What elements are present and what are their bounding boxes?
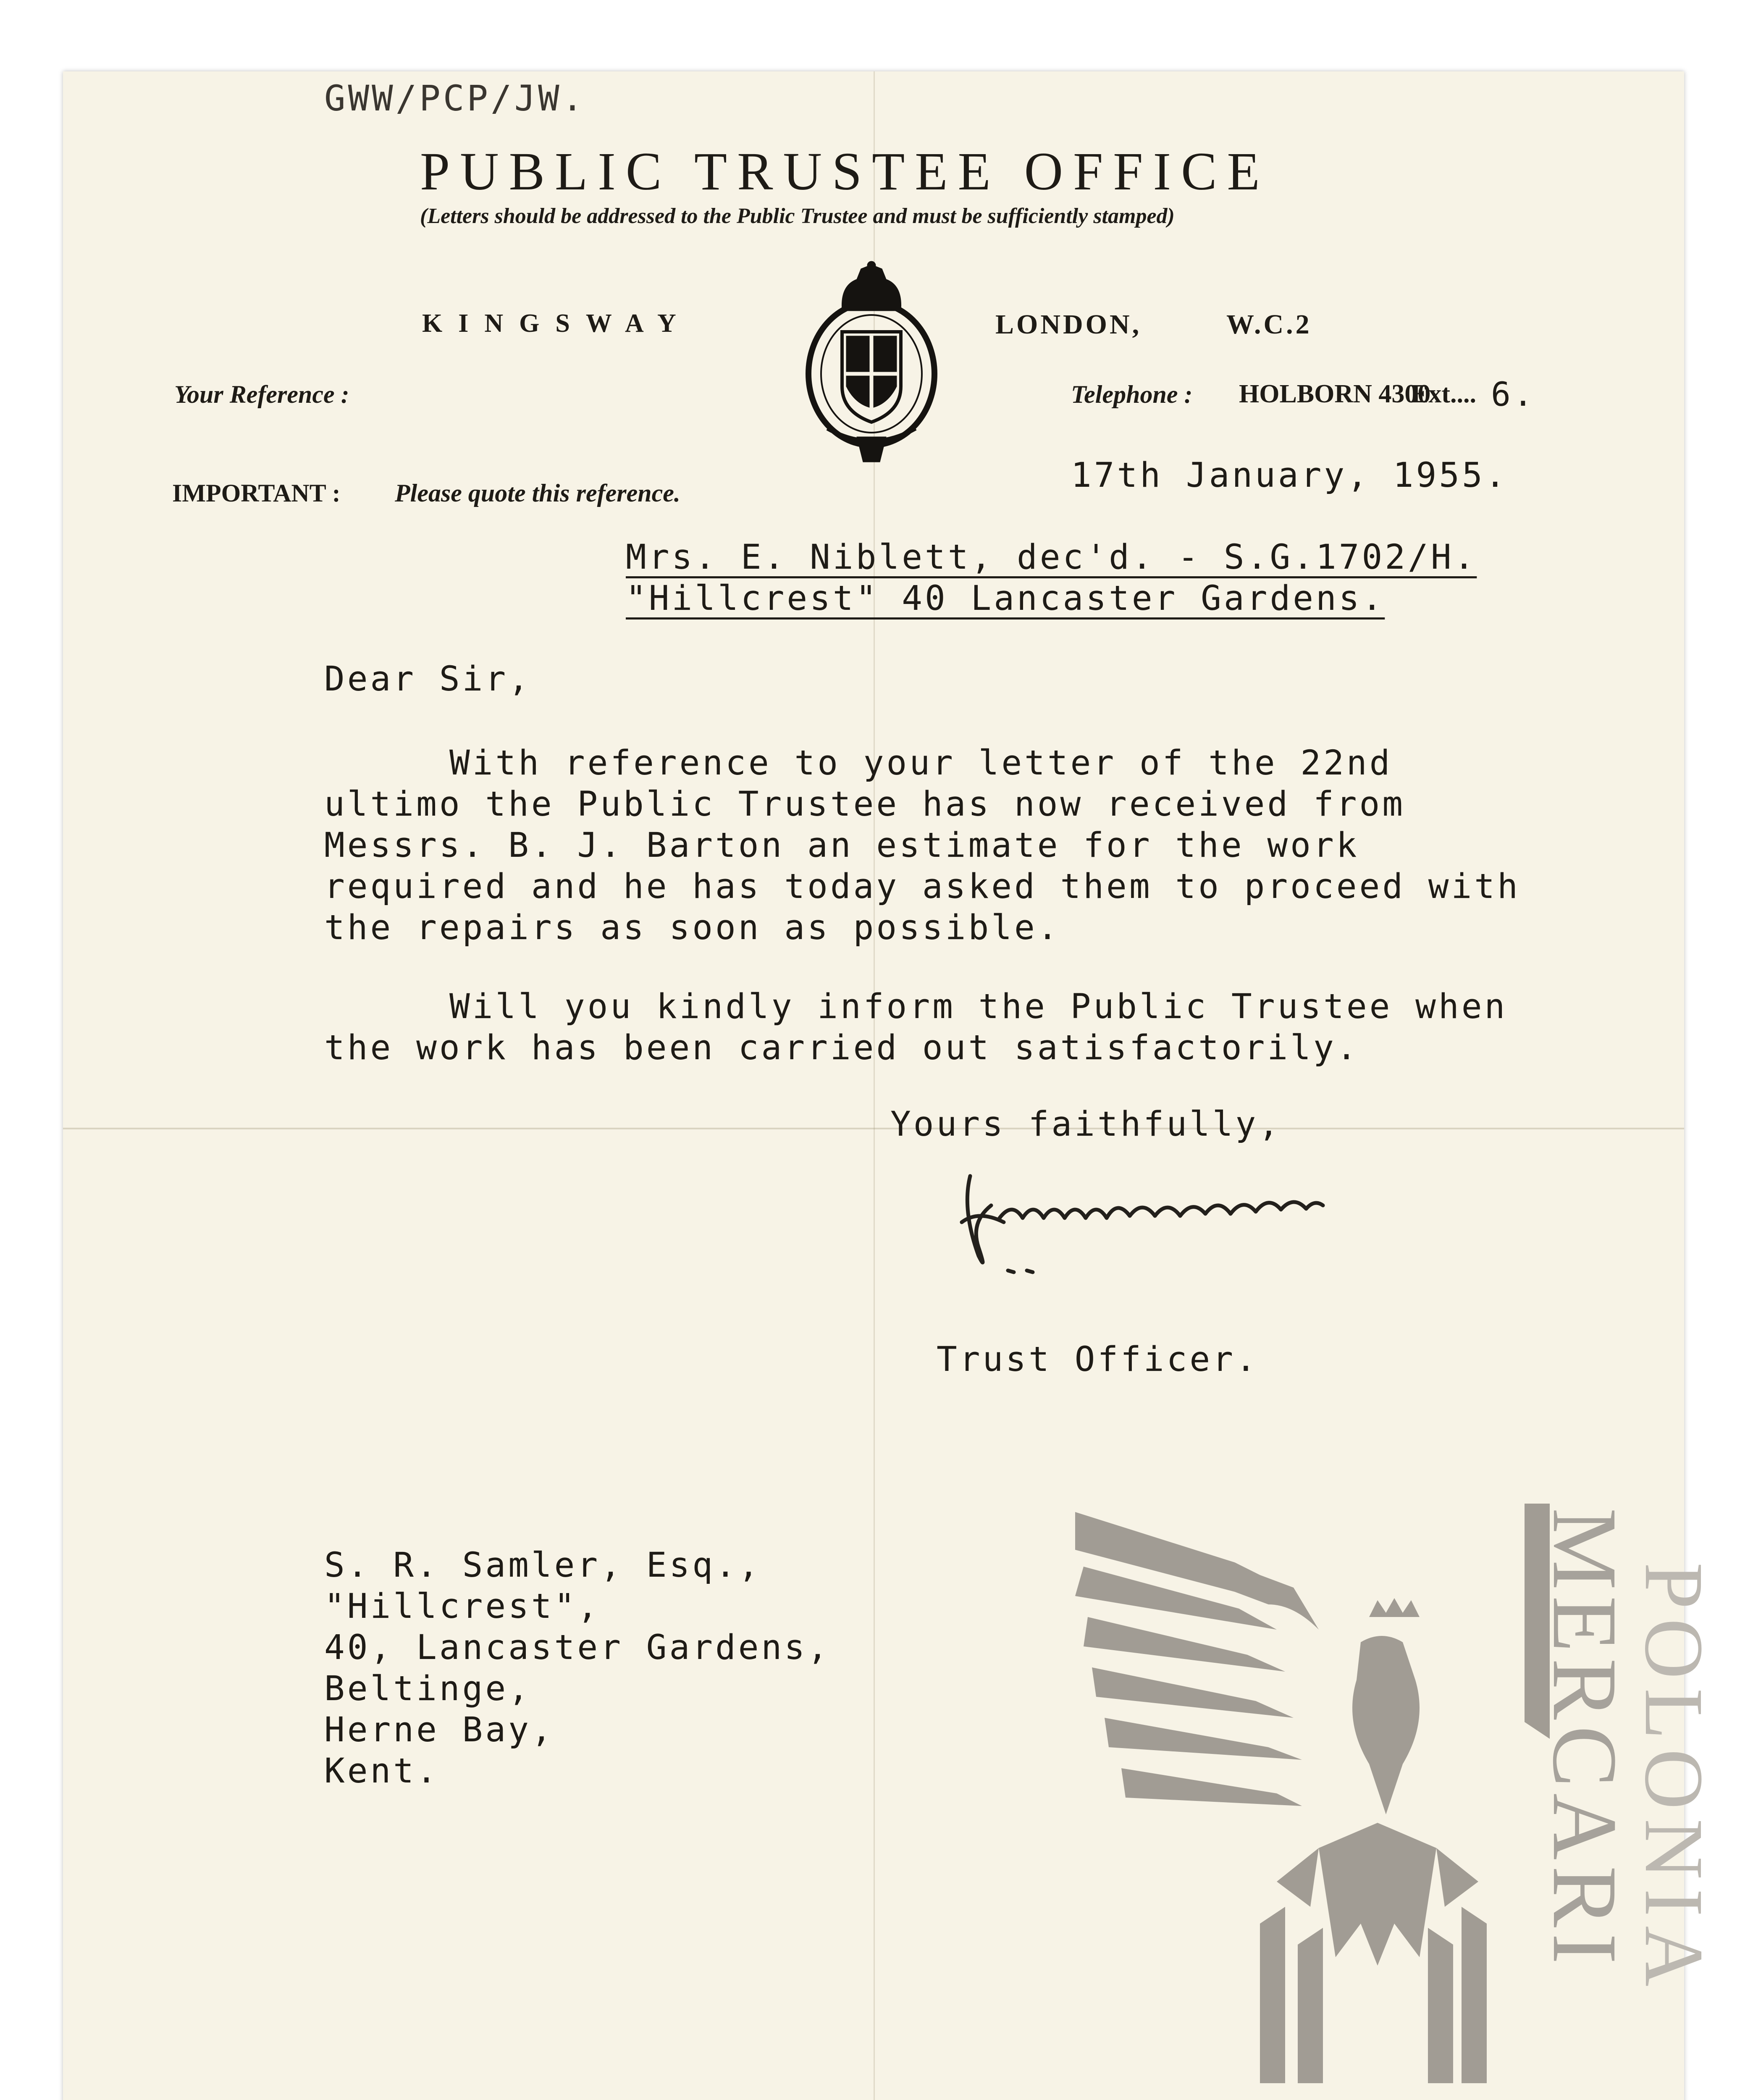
body-line: ultimo the Public Trustee has now received from [324,785,1406,824]
important-text: Please quote this reference. [395,479,680,507]
address-line: Beltinge, [324,1669,531,1709]
subject-line-1: Mrs. E. Niblett, dec'd. - S.G.1702/H. [626,538,1477,577]
address-line: Herne Bay, [324,1710,554,1750]
body-line: Messrs. B. J. Barton an estimate for the work [324,826,1359,865]
subject-line-2: "Hillcrest" 40 Lancaster Gardens. [626,579,1385,618]
watermark-text-mercari: MERCARI [1534,1508,1636,1970]
salutation: Dear Sir, [324,659,531,699]
watermark-text-polonia: POLONIA [1627,1562,1720,1996]
signatory-title: Trust Officer. [937,1340,1259,1379]
royal-coat-of-arms-icon [802,260,941,466]
address-line: 40, Lancaster Gardens, [324,1628,830,1667]
handwritten-signature [953,1159,1394,1285]
body-line: the repairs as soon as possible. [324,908,1060,948]
telephone-extension: 6. [1491,376,1535,414]
address-line: S. R. Samler, Esq., [324,1546,761,1585]
telephone-ext-label: Ext.... [1411,380,1476,408]
address-line: Kent. [324,1751,439,1791]
office-title: PUBLIC TRUSTEE OFFICE [420,142,1270,201]
telephone-label: Telephone : [1071,381,1193,408]
address-line: "Hillcrest", [324,1587,601,1626]
body-line: required and he has today asked them to proceed with [324,867,1520,906]
body-line: Will you kindly inform the Public Trustee when [449,987,1508,1026]
horizontal-fold-line [63,1128,1684,1129]
your-reference-label: Your Reference : [174,381,349,408]
telephone-exchange: HOLBORN 4300 [1239,380,1431,408]
city-name: LONDON, [995,309,1142,340]
office-note: (Letters should be addressed to the Public Trustee and must be sufficiently stamped) [420,204,1175,228]
letter-date: 17th January, 1955. [1071,456,1508,495]
postal-district: W.C.2 [1226,309,1312,340]
street-name: KINGSWAY [422,309,692,338]
body-line: the work has been carried out satisfactorily. [324,1028,1359,1068]
reference-code: GWW/PCP/JW. [324,78,586,119]
important-label: IMPORTANT : [172,479,341,507]
closing: Yours faithfully, [890,1105,1282,1144]
body-line: With reference to your letter of the 22nd [449,743,1393,783]
